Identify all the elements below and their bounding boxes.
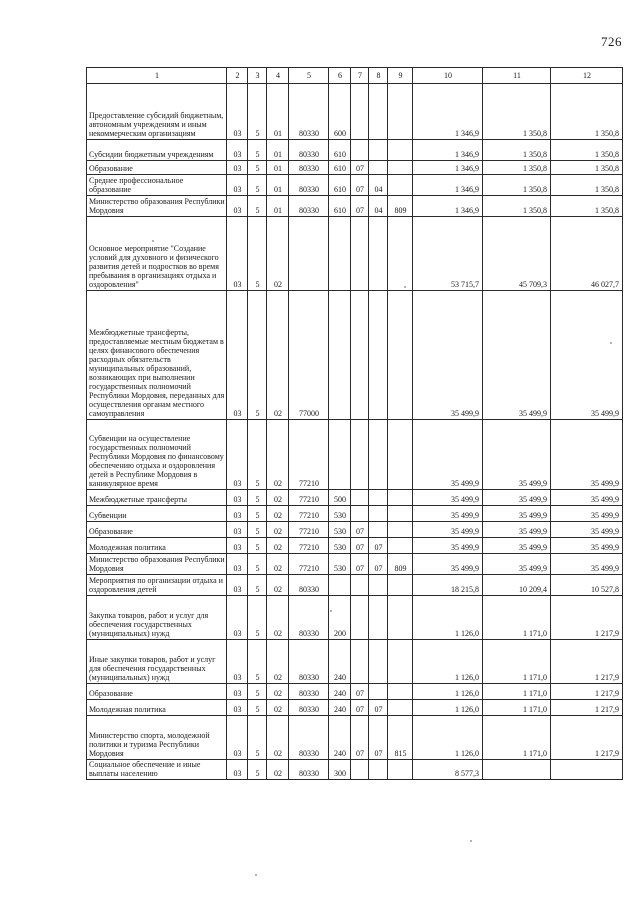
code-cell: 02 xyxy=(267,596,289,640)
row-name-cell: Министерство спорта, молодежной политики и туризма Республики Мордовия xyxy=(87,716,227,760)
code-cell: 5 xyxy=(248,596,267,640)
target-article-cell: 80330 xyxy=(289,700,329,716)
row-name-cell: Образование xyxy=(87,684,227,700)
amount-cell: 1 217,9 xyxy=(551,596,623,640)
expense-type-cell: 240 xyxy=(329,716,351,760)
amount-cell: 1 350,8 xyxy=(483,84,551,140)
target-article-cell: 80330 xyxy=(289,716,329,760)
column-header: 8 xyxy=(369,68,388,84)
amount-cell: 1 350,8 xyxy=(483,175,551,196)
row-name-cell: Субвенции на осуществление государственных полномочий Республики Мордовия по финансовому обеспечению отдыха и оздоровления детей в Республике Мордовия в каникулярное время xyxy=(87,420,227,490)
ministry-cell: 809 xyxy=(388,196,413,217)
code-cell: 03 xyxy=(227,420,248,490)
subsection-cell xyxy=(369,84,388,140)
code-cell: 5 xyxy=(248,490,267,506)
code-cell: 5 xyxy=(248,291,267,420)
code-cell: 03 xyxy=(227,596,248,640)
subsection-cell: 04 xyxy=(369,196,388,217)
subsection-cell: 04 xyxy=(369,175,388,196)
amount-cell: 1 217,9 xyxy=(551,640,623,684)
table-header-row xyxy=(87,68,623,84)
table-row xyxy=(87,596,623,640)
amount-cell: 1 171,0 xyxy=(483,684,551,700)
subsection-cell xyxy=(369,140,388,161)
subsection-cell xyxy=(369,684,388,700)
code-cell: 03 xyxy=(227,554,248,575)
expense-type-cell: 600 xyxy=(329,84,351,140)
code-cell: 02 xyxy=(267,217,289,291)
subsection-cell xyxy=(369,575,388,596)
code-cell: 03 xyxy=(227,175,248,196)
code-cell: 5 xyxy=(248,575,267,596)
amount-cell: 1 350,8 xyxy=(551,161,623,175)
table-row xyxy=(87,575,623,596)
amount-cell: 1 217,9 xyxy=(551,716,623,760)
subsection-cell xyxy=(369,506,388,522)
amount-cell: 1 126,0 xyxy=(413,684,483,700)
subsection-cell: 07 xyxy=(369,554,388,575)
expense-type-cell: 240 xyxy=(329,684,351,700)
code-cell: 03 xyxy=(227,640,248,684)
ministry-cell xyxy=(388,596,413,640)
code-cell: 5 xyxy=(248,684,267,700)
target-article-cell: 80330 xyxy=(289,684,329,700)
subsection-cell: 07 xyxy=(369,700,388,716)
subsection-cell xyxy=(369,522,388,538)
amount-cell: 1 171,0 xyxy=(483,640,551,684)
amount-cell: 35 499,9 xyxy=(483,490,551,506)
scan-speck xyxy=(470,840,472,842)
code-cell: 02 xyxy=(267,490,289,506)
subsection-cell xyxy=(369,420,388,490)
amount-cell: 35 499,9 xyxy=(483,291,551,420)
amount-cell: 35 499,9 xyxy=(413,490,483,506)
row-name-cell: Иные закупки товаров, работ и услуг для обеспечения государственных (муниципальных) нужд xyxy=(87,640,227,684)
section-cell xyxy=(351,575,369,596)
amount-cell: 35 499,9 xyxy=(413,554,483,575)
target-article-cell: 80330 xyxy=(289,596,329,640)
ministry-cell xyxy=(388,490,413,506)
code-cell: 03 xyxy=(227,217,248,291)
row-name-cell: Межбюджетные трансферты xyxy=(87,490,227,506)
column-header: 5 xyxy=(289,68,329,84)
amount-cell: 1 346,9 xyxy=(413,161,483,175)
ministry-cell xyxy=(388,175,413,196)
ministry-cell xyxy=(388,161,413,175)
code-cell: 01 xyxy=(267,175,289,196)
amount-cell xyxy=(551,760,623,780)
table-row xyxy=(87,640,623,684)
page-number: 726 xyxy=(601,34,622,49)
code-cell: 01 xyxy=(267,140,289,161)
column-header: 3 xyxy=(248,68,267,84)
amount-cell: 1 171,0 xyxy=(483,716,551,760)
code-cell: 02 xyxy=(267,522,289,538)
code-cell: 5 xyxy=(248,217,267,291)
amount-cell: 35 499,9 xyxy=(551,522,623,538)
code-cell: 03 xyxy=(227,506,248,522)
amount-cell: 35 499,9 xyxy=(483,538,551,554)
amount-cell: 1 350,8 xyxy=(551,84,623,140)
row-name-cell: Субвенции xyxy=(87,506,227,522)
expense-type-cell xyxy=(329,575,351,596)
code-cell: 5 xyxy=(248,716,267,760)
target-article-cell: 77210 xyxy=(289,538,329,554)
code-cell: 5 xyxy=(248,175,267,196)
table-row xyxy=(87,84,623,140)
code-cell: 03 xyxy=(227,684,248,700)
subsection-cell xyxy=(369,596,388,640)
target-article-cell: 80330 xyxy=(289,84,329,140)
section-cell: 07 xyxy=(351,684,369,700)
amount-cell: 35 499,9 xyxy=(483,420,551,490)
amount-cell: 35 499,9 xyxy=(551,420,623,490)
code-cell: 03 xyxy=(227,140,248,161)
code-cell: 02 xyxy=(267,575,289,596)
table-row xyxy=(87,522,623,538)
code-cell: 03 xyxy=(227,161,248,175)
section-cell xyxy=(351,596,369,640)
amount-cell: 10 209,4 xyxy=(483,575,551,596)
row-name-cell: Мероприятия по организации отдыха и оздоровления детей xyxy=(87,575,227,596)
amount-cell: 1 350,8 xyxy=(551,196,623,217)
scan-speck xyxy=(610,342,612,344)
code-cell: 02 xyxy=(267,760,289,780)
column-header: 1 xyxy=(87,68,227,84)
amount-cell: 35 499,9 xyxy=(413,538,483,554)
subsection-cell xyxy=(369,217,388,291)
column-header: 4 xyxy=(267,68,289,84)
amount-cell: 1 350,8 xyxy=(483,161,551,175)
amount-cell: 35 499,9 xyxy=(551,291,623,420)
code-cell: 01 xyxy=(267,84,289,140)
row-name-cell: Молодежная политика xyxy=(87,538,227,554)
section-cell xyxy=(351,506,369,522)
ministry-cell xyxy=(388,684,413,700)
column-header: 11 xyxy=(483,68,551,84)
amount-cell: 35 499,9 xyxy=(551,506,623,522)
table-row xyxy=(87,217,623,291)
scan-speck xyxy=(152,240,154,242)
expense-type-cell: 610 xyxy=(329,175,351,196)
target-article-cell: 77210 xyxy=(289,554,329,575)
amount-cell: 1 217,9 xyxy=(551,684,623,700)
target-article-cell: 80330 xyxy=(289,640,329,684)
ministry-cell xyxy=(388,506,413,522)
amount-cell: 1 346,9 xyxy=(413,84,483,140)
target-article-cell: 80330 xyxy=(289,140,329,161)
code-cell: 02 xyxy=(267,420,289,490)
target-article-cell: 77210 xyxy=(289,490,329,506)
amount-cell: 1 350,8 xyxy=(551,140,623,161)
amount-cell: 45 709,3 xyxy=(483,217,551,291)
code-cell: 02 xyxy=(267,538,289,554)
row-name-cell: Основное мероприятие "Создание условий для духовного и физического развития детей и подростков во время пребывания в организациях отдыха и оздоровления" xyxy=(87,217,227,291)
scan-speck xyxy=(255,874,257,876)
amount-cell: 10 527,8 xyxy=(551,575,623,596)
section-cell: 07 xyxy=(351,175,369,196)
ministry-cell xyxy=(388,640,413,684)
amount-cell xyxy=(483,760,551,780)
ministry-cell xyxy=(388,420,413,490)
amount-cell: 35 499,9 xyxy=(483,506,551,522)
expense-type-cell: 240 xyxy=(329,640,351,684)
ministry-cell xyxy=(388,538,413,554)
code-cell: 03 xyxy=(227,84,248,140)
ministry-cell: 815 xyxy=(388,716,413,760)
amount-cell: 1 126,0 xyxy=(413,716,483,760)
ministry-cell xyxy=(388,522,413,538)
table-row xyxy=(87,700,623,716)
amount-cell: 1 346,9 xyxy=(413,140,483,161)
subsection-cell xyxy=(369,291,388,420)
amount-cell: 35 499,9 xyxy=(483,522,551,538)
code-cell: 5 xyxy=(248,538,267,554)
amount-cell: 35 499,9 xyxy=(551,554,623,575)
amount-cell: 18 215,8 xyxy=(413,575,483,596)
table-row xyxy=(87,196,623,217)
amount-cell: 1 171,0 xyxy=(483,700,551,716)
code-cell: 02 xyxy=(267,291,289,420)
row-name-cell: Субсидии бюджетным учреждениям xyxy=(87,140,227,161)
amount-cell: 1 171,0 xyxy=(483,596,551,640)
column-header: 7 xyxy=(351,68,369,84)
code-cell: 03 xyxy=(227,490,248,506)
expense-type-cell xyxy=(329,291,351,420)
code-cell: 5 xyxy=(248,506,267,522)
target-article-cell: 77210 xyxy=(289,522,329,538)
target-article-cell: 77210 xyxy=(289,420,329,490)
column-header: 12 xyxy=(551,68,623,84)
amount-cell: 1 350,8 xyxy=(551,175,623,196)
table-row xyxy=(87,684,623,700)
scan-speck xyxy=(404,286,406,288)
table-row xyxy=(87,420,623,490)
code-cell: 5 xyxy=(248,161,267,175)
code-cell: 03 xyxy=(227,575,248,596)
expense-type-cell: 530 xyxy=(329,538,351,554)
ministry-cell xyxy=(388,291,413,420)
target-article-cell: 80330 xyxy=(289,175,329,196)
code-cell: 02 xyxy=(267,506,289,522)
table-row xyxy=(87,760,623,780)
section-cell xyxy=(351,420,369,490)
section-cell xyxy=(351,640,369,684)
target-article-cell: 77000 xyxy=(289,291,329,420)
code-cell: 01 xyxy=(267,161,289,175)
code-cell: 03 xyxy=(227,760,248,780)
ministry-cell: 809 xyxy=(388,554,413,575)
ministry-cell xyxy=(388,760,413,780)
code-cell: 02 xyxy=(267,554,289,575)
code-cell: 5 xyxy=(248,522,267,538)
target-article-cell: 80330 xyxy=(289,760,329,780)
table-row xyxy=(87,161,623,175)
column-header: 9 xyxy=(388,68,413,84)
row-name-cell: Межбюджетные трансферты, предоставляемые местным бюджетам в целях финансового обеспечения расходных обязательств муниципальных образований, возникающих при выполнении государственных полномочий Республики Мордовия, переданных для осуществления органам местного самоуправления xyxy=(87,291,227,420)
section-cell xyxy=(351,490,369,506)
code-cell: 5 xyxy=(248,84,267,140)
code-cell: 5 xyxy=(248,196,267,217)
code-cell: 5 xyxy=(248,554,267,575)
amount-cell: 1 346,9 xyxy=(413,196,483,217)
target-article-cell: 80330 xyxy=(289,575,329,596)
column-header: 6 xyxy=(329,68,351,84)
code-cell: 5 xyxy=(248,760,267,780)
table-row xyxy=(87,175,623,196)
subsection-cell xyxy=(369,490,388,506)
column-header: 2 xyxy=(227,68,248,84)
section-cell xyxy=(351,140,369,161)
table-row xyxy=(87,490,623,506)
subsection-cell: 07 xyxy=(369,716,388,760)
table-row xyxy=(87,140,623,161)
code-cell: 02 xyxy=(267,700,289,716)
subsection-cell xyxy=(369,760,388,780)
amount-cell: 1 126,0 xyxy=(413,700,483,716)
amount-cell: 35 499,9 xyxy=(413,291,483,420)
row-name-cell: Среднее профессиональное образование xyxy=(87,175,227,196)
amount-cell: 1 126,0 xyxy=(413,640,483,684)
section-cell: 07 xyxy=(351,716,369,760)
amount-cell: 35 499,9 xyxy=(551,490,623,506)
expense-type-cell: 530 xyxy=(329,554,351,575)
amount-cell: 1 350,8 xyxy=(483,140,551,161)
table-row xyxy=(87,506,623,522)
row-name-cell: Образование xyxy=(87,522,227,538)
section-cell: 07 xyxy=(351,700,369,716)
expense-type-cell xyxy=(329,420,351,490)
code-cell: 03 xyxy=(227,196,248,217)
code-cell: 03 xyxy=(227,522,248,538)
amount-cell: 1 350,8 xyxy=(483,196,551,217)
amount-cell: 35 499,9 xyxy=(413,522,483,538)
subsection-cell: 07 xyxy=(369,538,388,554)
ministry-cell xyxy=(388,575,413,596)
section-cell xyxy=(351,217,369,291)
code-cell: 03 xyxy=(227,700,248,716)
code-cell: 03 xyxy=(227,538,248,554)
expense-type-cell: 610 xyxy=(329,196,351,217)
code-cell: 01 xyxy=(267,196,289,217)
amount-cell: 35 499,9 xyxy=(483,554,551,575)
budget-table xyxy=(86,67,623,780)
scan-speck xyxy=(330,610,332,612)
ministry-cell xyxy=(388,217,413,291)
row-name-cell: Министерство образования Республики Мордовия xyxy=(87,554,227,575)
section-cell: 07 xyxy=(351,161,369,175)
target-article-cell xyxy=(289,217,329,291)
table-row xyxy=(87,538,623,554)
row-name-cell: Социальное обеспечение и иные выплаты населению xyxy=(87,760,227,780)
ministry-cell xyxy=(388,84,413,140)
table-row xyxy=(87,554,623,575)
row-name-cell: Молодежная политика xyxy=(87,700,227,716)
expense-type-cell: 610 xyxy=(329,140,351,161)
expense-type-cell: 610 xyxy=(329,161,351,175)
target-article-cell: 77210 xyxy=(289,506,329,522)
code-cell: 02 xyxy=(267,716,289,760)
row-name-cell: Образование xyxy=(87,161,227,175)
code-cell: 03 xyxy=(227,716,248,760)
amount-cell: 1 217,9 xyxy=(551,700,623,716)
amount-cell: 53 715,7 xyxy=(413,217,483,291)
section-cell: 07 xyxy=(351,554,369,575)
expense-type-cell: 300 xyxy=(329,760,351,780)
row-name-cell: Предоставление субсидий бюджетным, автономным учреждениям и иным некоммерческим организациям xyxy=(87,84,227,140)
amount-cell: 35 499,9 xyxy=(551,538,623,554)
expense-type-cell: 200 xyxy=(329,596,351,640)
subsection-cell xyxy=(369,640,388,684)
target-article-cell: 80330 xyxy=(289,196,329,217)
expense-type-cell: 240 xyxy=(329,700,351,716)
ministry-cell xyxy=(388,140,413,161)
row-name-cell: Закупка товаров, работ и услуг для обеспечения государственных (муниципальных) нужд xyxy=(87,596,227,640)
expense-type-cell: 500 xyxy=(329,490,351,506)
code-cell: 5 xyxy=(248,140,267,161)
amount-cell: 8 577,3 xyxy=(413,760,483,780)
column-header: 10 xyxy=(413,68,483,84)
amount-cell: 35 499,9 xyxy=(413,506,483,522)
target-article-cell: 80330 xyxy=(289,161,329,175)
subsection-cell xyxy=(369,161,388,175)
code-cell: 5 xyxy=(248,640,267,684)
section-cell xyxy=(351,84,369,140)
table-row xyxy=(87,291,623,420)
amount-cell: 35 499,9 xyxy=(413,420,483,490)
code-cell: 5 xyxy=(248,420,267,490)
expense-type-cell: 530 xyxy=(329,506,351,522)
amount-cell: 1 346,9 xyxy=(413,175,483,196)
code-cell: 03 xyxy=(227,291,248,420)
code-cell: 02 xyxy=(267,640,289,684)
code-cell: 02 xyxy=(267,684,289,700)
section-cell: 07 xyxy=(351,522,369,538)
expense-type-cell: 530 xyxy=(329,522,351,538)
expense-type-cell xyxy=(329,217,351,291)
table-row xyxy=(87,716,623,760)
row-name-cell: Министерство образования Республики Мордовия xyxy=(87,196,227,217)
section-cell: 07 xyxy=(351,196,369,217)
amount-cell: 1 126,0 xyxy=(413,596,483,640)
code-cell: 5 xyxy=(248,700,267,716)
section-cell xyxy=(351,291,369,420)
amount-cell: 46 027,7 xyxy=(551,217,623,291)
section-cell: 07 xyxy=(351,538,369,554)
section-cell xyxy=(351,760,369,780)
ministry-cell xyxy=(388,700,413,716)
